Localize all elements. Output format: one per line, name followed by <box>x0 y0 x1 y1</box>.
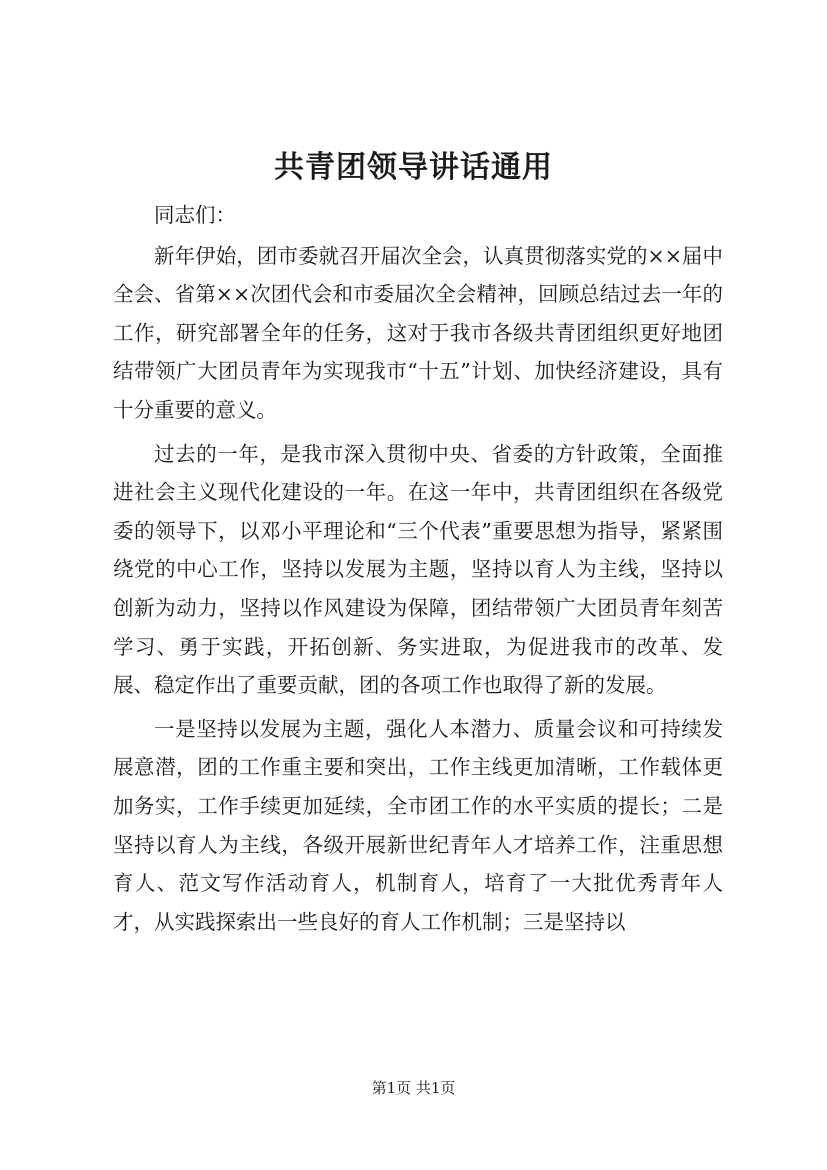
salutation: 同志们： <box>154 203 236 227</box>
paragraph-3: 一是坚持以发展为主题，强化人本潜力、质量会议和可持续发展意潜，团的工作重主要和突出，工作主线更加清晰，工作载体更加务实，工作手续更加延续，全市团工作的水平实质的提长；二是坚持以育人为主线，各级开展新世纪青年人才培养工作，注重思想育人、范文写作活动育人，机制育人，培育了一大批优秀青年人才，从实践探索出一些良好的育人工作机制；三是坚持以 <box>113 716 723 934</box>
paragraph-2: 过去的一年，是我市深入贯彻中央、省委的方针政策，全面推进社会主义现代化建设的一年。在这一年中，共青团组织在各级党委的领导下，以邓小平理论和“三个代表”重要思想为指导，紧紧围绕党的中心工作，坚持以发展为主题，坚持以育人为主线，坚持以创新为动力，坚持以作风建设为保障，团结带领广大团员青年刻苦学习、勇于实践，开拓创新、务实进取，为促进我市的改革、发展、稳定作出了重要贡献，团的各项工作也取得了新的发展。 <box>113 441 723 698</box>
document-body <box>113 196 723 941</box>
document-title: 共青团领导讲话通用 <box>274 150 553 185</box>
page-footer: 第1页 共1页 <box>371 1079 456 1097</box>
paragraph-1: 新年伊始，团市委就召开届次全会，认真贯彻落实党的××届中全会、省第××次团代会和市委届次全会精神，回顾总结过去一年的工作，研究部署全年的任务，这对于我市各级共青团组织更好地团结带领广大团员青年为实现我市“十五”计划、加快经济建设，具有十分重要的意义。 <box>113 243 723 422</box>
